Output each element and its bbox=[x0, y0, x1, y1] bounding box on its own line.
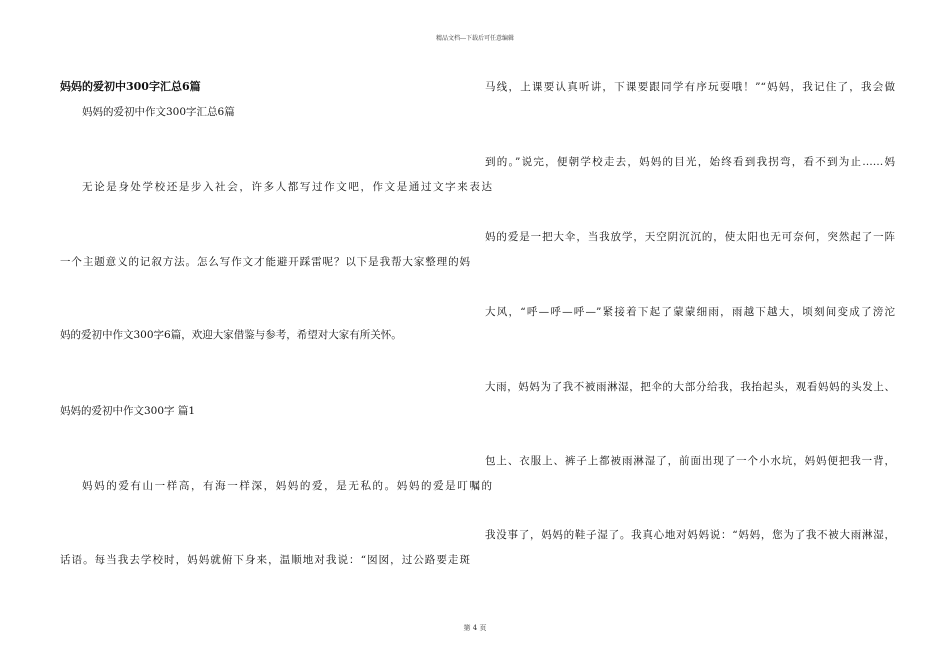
paragraph-line: 话语。每当我去学校时，妈妈就俯下身来，温顺地对我说：“囡囡，过公路要走斑 bbox=[60, 554, 470, 566]
paragraph-line: 大雨，妈妈为了我不被雨淋湿，把伞的大部分给我，我抬起头，观看妈妈的头发上、 bbox=[485, 381, 895, 393]
paragraph-line: 妈的爱是一把大伞，当我放学，天空阴沉沉的，使太阳也无可奈何，突然起了一阵 bbox=[485, 231, 895, 243]
paragraph-line: 妈的爱初中作文300字6篇，欢迎大家借鉴与参考，希望对大家有所关怀。 bbox=[60, 329, 402, 341]
document-title: 妈妈的爱初中300字汇总6篇 bbox=[60, 80, 201, 93]
section-heading: 妈妈的爱初中作文300字 篇1 bbox=[60, 405, 196, 417]
paragraph-line: 包上、衣服上、裤子上都被雨淋湿了，前面出现了一个小水坑，妈妈便把我一背， bbox=[485, 455, 895, 467]
page-number: 第 4 页 bbox=[463, 624, 487, 632]
paragraph-line: 无论是身处学校还是步入社会，许多人都写过作文吧，作文是通过文字来表达 bbox=[82, 181, 492, 193]
document-subtitle: 妈妈的爱初中作文300字汇总6篇 bbox=[82, 106, 235, 118]
paragraph-line: 到的。”说完，便朝学校走去，妈妈的目光，始终看到我拐弯，看不到为止……妈 bbox=[485, 156, 895, 168]
page-header: 精品文档---下载后可任意编辑 bbox=[435, 35, 515, 42]
paragraph-line: 妈妈的爱有山一样高，有海一样深，妈妈的爱，是无私的。妈妈的爱是叮嘱的 bbox=[82, 480, 492, 492]
paragraph-line: 一个主题意义的记叙方法。怎么写作文才能避开踩雷呢？以下是我帮大家整理的妈 bbox=[60, 256, 470, 268]
paragraph-line: 大风，“呼—呼—呼—”紧接着下起了蒙蒙细雨，雨越下越大，顷刻间变成了滂沱 bbox=[485, 306, 895, 318]
paragraph-line: 我没事了，妈妈的鞋子湿了。我真心地对妈妈说：“妈妈，您为了我不被大雨淋湿， bbox=[485, 529, 895, 541]
paragraph-line: 马线，上课要认真听讲，下课要跟同学有序玩耍哦！”“妈妈，我记住了，我会做 bbox=[485, 81, 895, 93]
